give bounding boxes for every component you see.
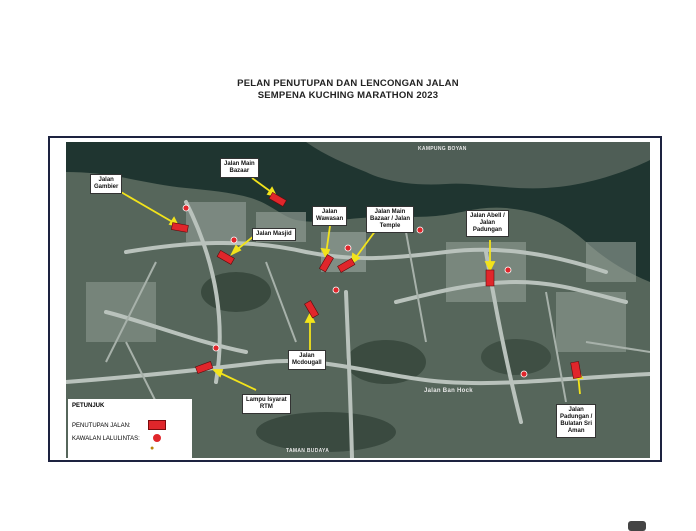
map-legend bbox=[68, 399, 192, 458]
map-title-line-1: PELAN PENUTUPAN DAN LENCONGAN JALAN bbox=[237, 78, 459, 89]
legend-closure-label: PENUTUPAN JALAN: bbox=[72, 423, 131, 429]
label-jalan-main-bazaar: Jalan Main Bazaar bbox=[220, 158, 259, 178]
label-jalan-padungan-bulatan: Jalan Padungan / Bulatan Sri Aman bbox=[556, 404, 596, 438]
label-jalan-masjid: Jalan Masjid bbox=[252, 228, 296, 241]
road-name-label: Jalan Ban Hock bbox=[424, 388, 473, 394]
closure-padungan bbox=[486, 270, 494, 286]
legend-traffic-label: KAWALAN LALULINTAS: bbox=[72, 436, 140, 442]
label-lampu-isyarat-rtm: Lampu Isyarat RTM bbox=[242, 394, 291, 414]
legend-title: PETUNJUK bbox=[72, 403, 105, 409]
map-place-label: KAMPUNG BOYAN bbox=[418, 146, 467, 152]
town-block bbox=[586, 242, 636, 282]
park-area bbox=[256, 412, 396, 452]
label-jalan-gambier: Jalan Gambier bbox=[90, 174, 122, 194]
map-place-label: TAMAN BUDAYA bbox=[286, 448, 330, 454]
map-title-line-2: SEMPENA KUCHING MARATHON 2023 bbox=[257, 90, 439, 101]
label-jalan-abell-padungan: Jalan Abell / Jalan Padungan bbox=[466, 210, 509, 237]
label-jalan-wawasan: Jalan Wawasan bbox=[312, 206, 347, 226]
traffic-control-icon bbox=[152, 433, 162, 443]
closure-symbol-icon bbox=[148, 420, 166, 430]
label-jalan-main-bazaar-temple: Jalan Main Bazaar / Jalan Temple bbox=[366, 206, 414, 233]
park-area bbox=[481, 339, 551, 375]
traffic-police-icon: ● bbox=[150, 445, 155, 452]
label-jalan-mcdougall: Jalan Mcdougall bbox=[288, 350, 326, 370]
